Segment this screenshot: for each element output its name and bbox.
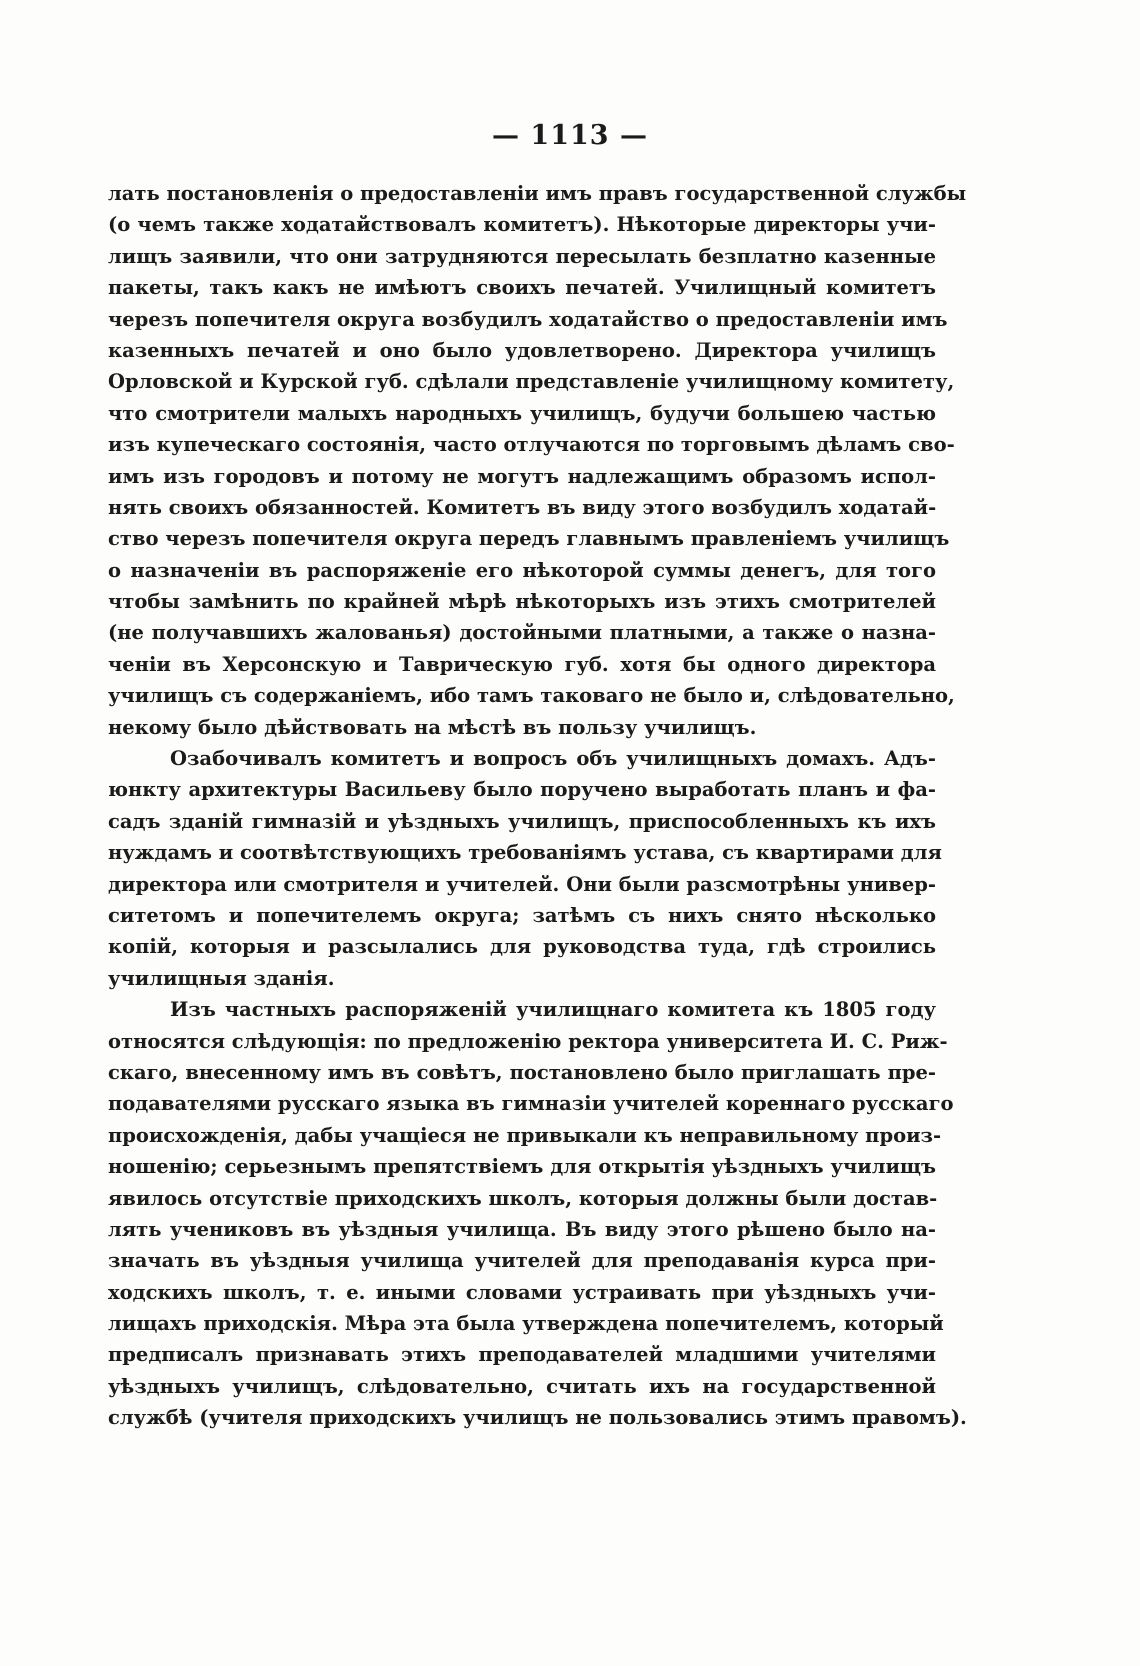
text-line: явилось отсутствіе приходскихъ школъ, которыя должны были достав- [108, 1186, 938, 1210]
text-line: ходскихъ школъ, т. е. иными словами устраивать при уѣздныхъ учи- [108, 1280, 936, 1304]
text-line: Изъ частныхъ распоряженій училищнаго комитета къ 1805 году [170, 998, 936, 1022]
paragraph-3 [108, 994, 967, 1433]
text-line: ношенію; серьезнымъ препятствіемъ для открытія уѣздныхъ училищъ [108, 1155, 936, 1179]
text-line: (не получавшихъ жалованья) достойными платными, а также о назна- [108, 621, 936, 645]
text-line: подавателями русскаго языка въ гимназіи учителей кореннаго русскаго [108, 1092, 954, 1116]
text-line: относятся слѣдующія: по предложенію ректора университета И. С. Риж- [108, 1029, 948, 1053]
text-line: юнкту архитектуры Васильеву было поручено выработать планъ и фа- [108, 778, 936, 802]
text-line: ситетомъ и попечителемъ округа; затѣмъ съ нихъ снято нѣсколько [108, 903, 936, 927]
text-line: казенныхъ печатей и оно было удовлетворено. Директора училищъ [108, 338, 936, 362]
text-line: директора или смотрителя и учителей. Они были разсмотрѣны универ- [108, 872, 936, 896]
text-line: значать въ уѣздныя училища учителей для преподаванія курса при- [108, 1249, 936, 1273]
text-line: Орловской и Курской губ. сдѣлали представленіе училищному комитету, [108, 370, 955, 394]
text-line: службѣ (учителя приходскихъ училищъ не пользовались этимъ правомъ). [108, 1406, 967, 1430]
text-line: предписалъ признавать этихъ преподавателей младшими учителями [108, 1343, 936, 1367]
text-line: училищъ съ содержаніемъ, ибо тамъ таковаго не было и, слѣдовательно, [108, 684, 955, 708]
text-line: нуждамъ и соотвѣтствующихъ требованіямъ устава, съ квартирами для [108, 841, 942, 865]
text-line: черезъ попечителя округа возбудилъ ходатайство о предоставленіи имъ [108, 307, 948, 331]
body-text [108, 178, 967, 1434]
text-line: ченіи въ Херсонскую и Таврическую губ. хотя бы одного директора [108, 652, 936, 676]
text-line: ство черезъ попечителя округа передъ главнымъ правленіемъ училищъ [108, 527, 950, 551]
text-line: пакеты, такъ какъ не имѣютъ своихъ печатей. Училищный комитетъ [108, 276, 936, 300]
text-line: лищахъ приходскія. Мѣра эта была утверждена попечителемъ, который [108, 1312, 944, 1336]
text-line: лищъ заявили, что они затрудняются пересылать безплатно казенные [108, 244, 936, 268]
paragraph-1 [108, 178, 967, 743]
text-line: нять своихъ обязанностей. Комитетъ въ виду этого возбудилъ ходатай- [108, 495, 937, 519]
text-line: уѣздныхъ училищъ, слѣдовательно, считать ихъ на государственной [108, 1374, 936, 1398]
text-line: скаго, внесенному имъ въ совѣтъ, постановлено было приглашать пре- [108, 1060, 936, 1084]
text-line: садъ зданій гимназій и уѣздныхъ училищъ, приспособленныхъ къ ихъ [108, 809, 936, 833]
paragraph-2 [108, 743, 942, 994]
text-line: лять учениковъ въ уѣздныя училища. Въ виду этого рѣшено было на- [108, 1217, 936, 1241]
text-line: Озабочивалъ комитетъ и вопросъ объ училищныхъ домахъ. Адъ- [170, 747, 936, 771]
page-number: — 1113 — [492, 120, 648, 151]
text-line: о назначеніи въ распоряженіе его нѣкоторой суммы денегъ, для того [108, 558, 936, 582]
text-line: (о чемъ также ходатайствовалъ комитетъ). Нѣкоторые директоры учи- [108, 213, 936, 237]
text-line: изъ купеческаго состоянія, часто отлучаются по торговымъ дѣламъ сво- [108, 433, 955, 457]
text-line: копій, которыя и разсылались для руководства туда, гдѣ строились [108, 935, 936, 959]
text-line: некому было дѣйствовать на мѣстѣ въ пользу училищъ. [108, 715, 757, 739]
text-line: чтобы замѣнить по крайней мѣрѣ нѣкоторыхъ изъ этихъ смотрителей [108, 590, 936, 614]
text-line: училищныя зданія. [108, 966, 335, 990]
text-line: имъ изъ городовъ и потому не могутъ надлежащимъ образомъ испол- [108, 464, 936, 488]
text-line: что смотрители малыхъ народныхъ училищъ, будучи большею частью [108, 401, 936, 425]
text-line: происхожденія, дабы учащіеся не привыкали къ неправильному произ- [108, 1123, 942, 1147]
text-line: лать постановленія о предоставленіи имъ правъ государственной службы [108, 182, 967, 205]
